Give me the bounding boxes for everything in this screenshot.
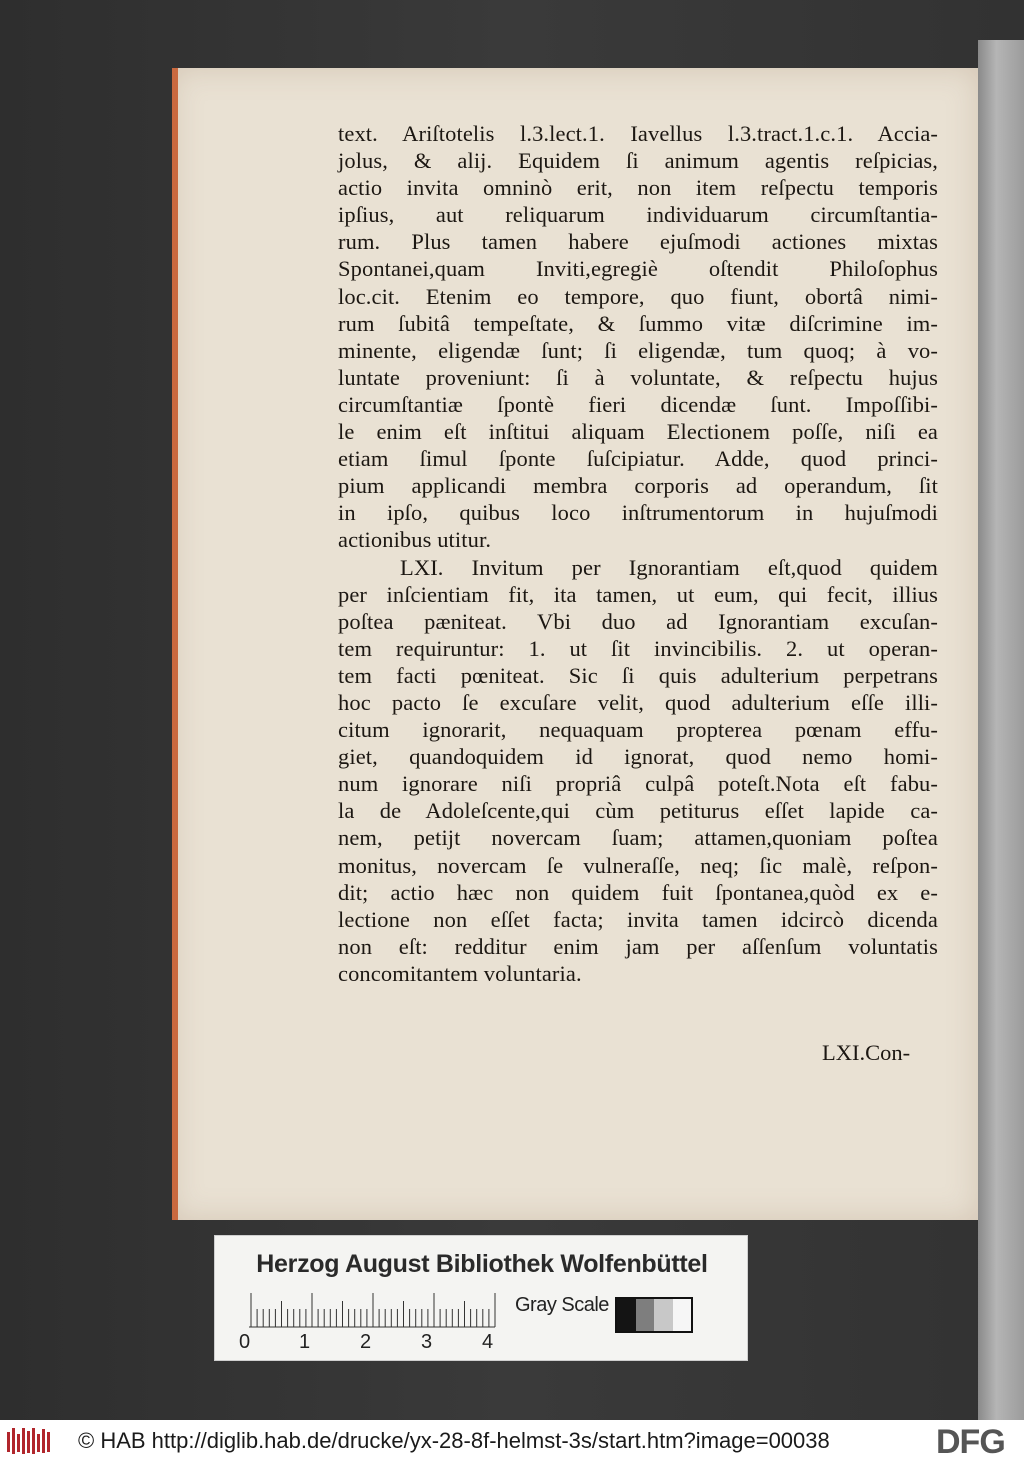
- library-name: Herzog August Bibliothek Wolfenbüttel: [256, 1250, 708, 1278]
- text-line: actio invita omninò erit, non item reſpectu temporis: [338, 175, 938, 201]
- text-line: non eſt: redditur enim jam per aſſenſum voluntatis: [338, 933, 938, 959]
- ruler-number: 1: [299, 1331, 311, 1353]
- text-line: rum. Plus tamen habere ejuſmodi actiones mixtas: [338, 229, 938, 255]
- ruler-number: 2: [360, 1331, 372, 1353]
- text-line: minente, eligendæ ſunt; ſi eligendæ, tum quoq; à vo-: [338, 337, 938, 363]
- status-url-text: © HAB http://diglib.hab.de/drucke/yx-28-8f-helmst-3s/start.htm?image=00038: [78, 1428, 830, 1453]
- ruler-number: 0: [239, 1331, 251, 1353]
- text-line: dit; actio hæc non quidem fuit ſpontanea,quòd ex e-: [338, 879, 938, 905]
- text-line: etiam ſimul ſponte ſuſcipiatur. Adde, quod princi-: [338, 446, 938, 472]
- dfg-logo: DFG: [936, 1423, 1005, 1461]
- gray-swatch: [673, 1299, 692, 1331]
- text-line: monitus, novercam ſe vulneraſſe, neq; ſic malè, reſpon-: [338, 852, 938, 878]
- gray-swatch: [654, 1299, 673, 1331]
- status-bar: [0, 1420, 1024, 1463]
- text-line: ipſius, aut reliquarum individuarum circumſtantia-: [338, 202, 938, 228]
- text-line: nem, petijt novercam ſuam; attamen,quoniam poſtea: [338, 825, 938, 851]
- text-line: poſtea pæniteat. Vbi duo ad Ignorantiam excuſan-: [338, 608, 938, 634]
- text-line: num ignorare niſi propriâ culpâ poteſt.Nota eſt fabu-: [338, 771, 938, 797]
- text-line: luntate proveniunt: ſi à voluntate, & reſpectu hujus: [338, 364, 938, 390]
- gray-scale-label: Gray Scale: [515, 1294, 609, 1316]
- text-line: citum ignorarit, nequaquam propterea pœnam effu-: [338, 717, 938, 743]
- text-line: tem facti pœniteat. Sic ſi quis adulterium perpetrans: [338, 662, 938, 688]
- text-line: concomitantem voluntaria.: [338, 960, 582, 986]
- text-line: pium applicandi membra corporis ad operandum, ſit: [338, 473, 938, 499]
- adjacent-page-edge: [978, 40, 1024, 1420]
- text-line: lectione non eſſet facta; invita tamen idcircò dicenda: [338, 906, 938, 932]
- text-line: le enim eſt inſtitui aliquam Electionem poſſe, niſi ea: [338, 419, 938, 445]
- library-color-card: [214, 1235, 748, 1361]
- text-line: rum ſubitâ tempeſtate, & ſummo vitæ diſcrimine im-: [338, 310, 938, 336]
- text-line: in ipſo, quibus loco inſtrumentorum in hujuſmodi: [338, 500, 938, 526]
- text-line: circumſtantiæ ſpontè fieri dicendæ ſunt. Impoſſibi-: [338, 391, 938, 417]
- ruler-number: 4: [482, 1331, 494, 1353]
- text-line: per inſcientiam fit, ita tamen, ut eum, qui fecit, illius: [338, 581, 938, 607]
- catchword: LXI.Con-: [822, 1040, 911, 1065]
- gray-swatch: [636, 1299, 655, 1331]
- page-edge-stain: [172, 68, 178, 1220]
- text-line: Spontanei,quam Inviti,egregiè oſtendit Philoſophus: [338, 256, 938, 282]
- hab-logo-icon: [6, 1426, 52, 1456]
- text-line: text. Ariſtotelis l.3.lect.1. Iavellus l.3.tract.1.c.1. Accia-: [338, 121, 938, 146]
- text-line: jolus, & alij. Equidem ſi animum agentis reſpicias,: [338, 148, 938, 174]
- ruler-scale: [249, 1292, 499, 1328]
- gray-scale-swatches: [615, 1297, 693, 1333]
- ruler-numbers: [239, 1331, 519, 1355]
- text-line: actionibus utitur.: [338, 527, 492, 553]
- ruler-number: 3: [421, 1331, 433, 1353]
- text-line: loc.cit. Etenim eo tempore, quo fiunt, obortâ nimi-: [338, 283, 938, 309]
- page-text-block: [338, 120, 938, 987]
- gray-swatch: [617, 1299, 636, 1331]
- text-line: hoc pacto ſe excuſare velit, quod adulterium eſſe illi-: [338, 689, 938, 715]
- text-line: LXI. Invitum per Ignorantiam eſt,quod quidem: [400, 554, 938, 580]
- text-line: tem requiruntur: 1. ut ſit invincibilis. 2. ut operan-: [338, 635, 938, 661]
- text-line: la de Adoleſcente,qui cùm petiturus eſſet lapide ca-: [338, 798, 938, 824]
- text-line: giet, quandoquidem id ignorat, quod nemo homi-: [338, 744, 938, 770]
